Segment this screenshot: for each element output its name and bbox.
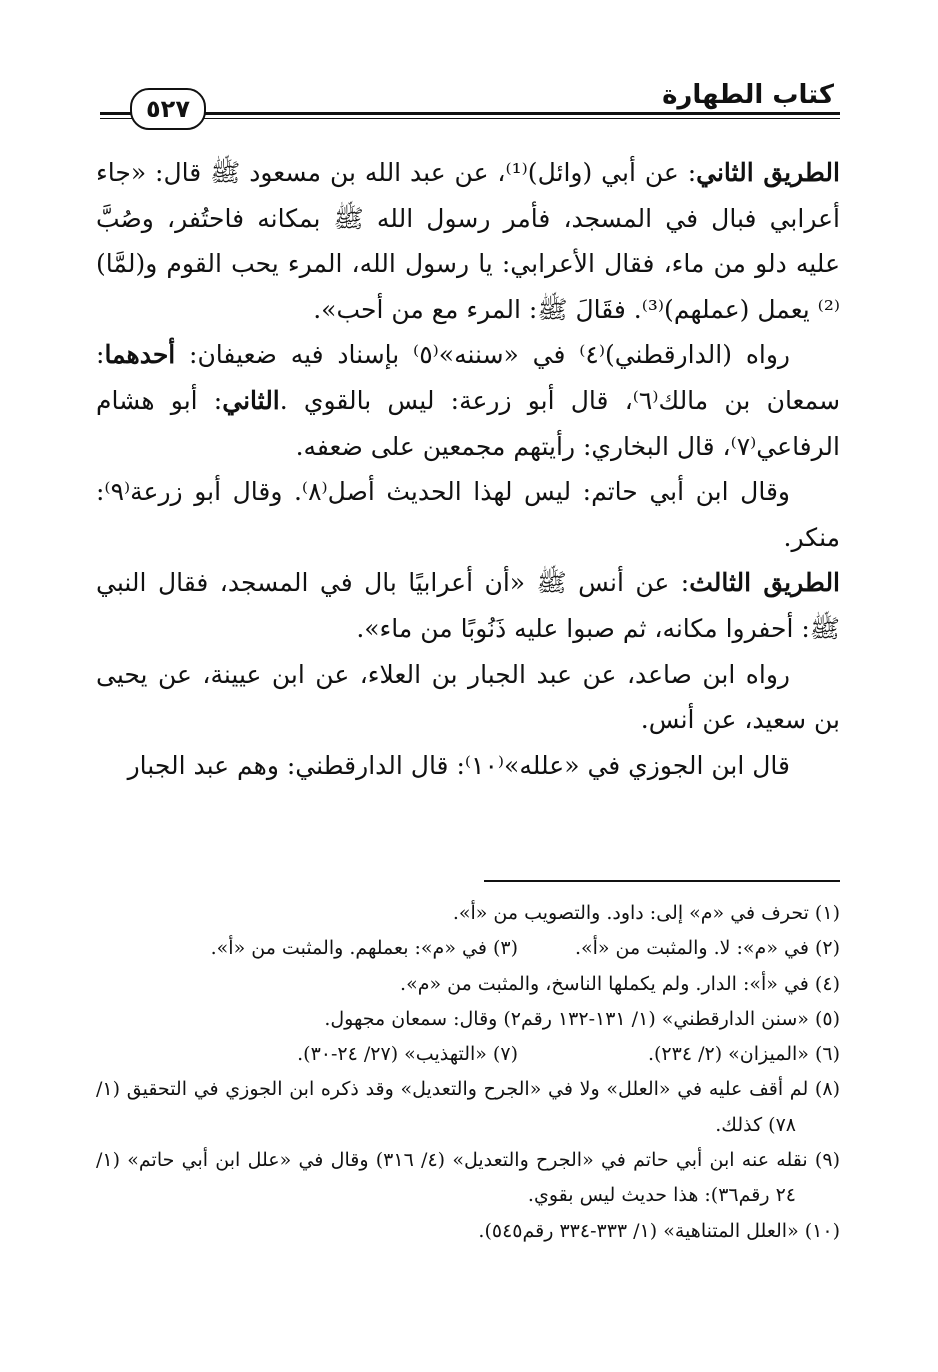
text-run: : عن أبي (وائل)⁽¹⁾، عن عبد الله بن مسعود ﷺ قال: «جاء أعرابي فبال في المسجد، فأمر رسول الله ﷺ بمكانه فاحتُفر، وصُبَّ عليه دلو من ماء، فقال الأعرابي: يا رسول الله، المرء يحب القوم و(لمَّا)⁽²⁾ يعمل (عملهم)⁽³⁾. فقَالَ ﷺ: المرء مع من أحب». — [96, 158, 840, 324]
text-run: رواه ابن صاعد، عن عبد الجبار بن العلاء، عن ابن عيينة، عن يحيى بن سعيد، عن أنس. — [96, 659, 840, 735]
footnote-7: (٧) «التهذيب» (٢٧/ ٢٤-٣٠). — [297, 1043, 518, 1066]
bold-term: الطريق الثاني — [696, 158, 840, 187]
text-run: وقال ابن أبي حاتم: ليس لهذا الحديث أصل⁽٨⁾. وقال أبو زرعة⁽٩⁾: منكر. — [96, 477, 840, 552]
paragraph — [96, 743, 840, 789]
paragraph — [96, 332, 840, 469]
running-header-title: كتاب الطهارة — [662, 80, 834, 110]
page-number: ٥٢٧ — [146, 95, 190, 123]
bold-term: أحدهما — [104, 340, 176, 370]
paragraph — [96, 469, 840, 560]
footnote-2: (٢) في «م»: لا. والمثبت من «أ». — [574, 937, 840, 960]
footnote-6: (٦) «الميزان» (٢/ ٢٣٤). — [647, 1043, 840, 1066]
main-text — [96, 150, 840, 788]
text-run: قال ابن الجوزي في «علله»⁽١٠⁾: قال الدارقطني: وهم عبد الجبار — [127, 750, 790, 780]
header-rule — [100, 112, 840, 115]
page-number-badge — [130, 88, 206, 130]
footnote-9: (٩) نقله عنه ابن أبي حاتم في «الجرح والتعديل» (٤/ ٣١٦) وقال في «علل ابن أبي حاتم» (١/ ٢٤ رقم٣٦): هذا حديث ليس بقوي. — [96, 1149, 840, 1207]
paragraph — [96, 150, 840, 332]
footnote-8: (٨) لم أقف عليه في «العلل» ولا في «الجرح والتعديل» وقد ذكره ابن الجوزي في التحقيق (١/ ٧٨) كذلك. — [96, 1078, 840, 1136]
header-rule-thin — [100, 118, 840, 119]
text-run: : عن أنس ﷺ «أن أعرابيًا بال في المسجد، فقال النبي ﷺ: أحفروا مكانه، ثم صبوا عليه ذَنُوبًا من ماء». — [96, 568, 840, 643]
text-run: : سمعان بن مالك⁽٦⁾، قال أبو زرعة: ليس بالقوي . — [96, 340, 841, 415]
footnote-row-2-3 — [96, 931, 840, 966]
footnote-separator — [484, 880, 840, 882]
footnotes — [96, 896, 840, 1249]
bold-term: الثاني — [222, 385, 280, 415]
footnote-row-6-7 — [96, 1037, 840, 1072]
text-run: رواه (الدارقطني)⁽٤⁾ في «سننه»⁽٥⁾ بإسناد فيه ضعيفان: — [175, 340, 791, 370]
bold-term: الطريق الثالث — [689, 568, 841, 598]
paragraph — [96, 560, 840, 651]
footnote-5: (٥) «سنن الدارقطني» (١/ ١٣١-١٣٢ رقم٢) وقال: سمعان مجهول. — [324, 1007, 840, 1030]
footnote-4: (٤) في «أ»: الدار. ولم يكملها الناسخ، والمثبت من «م». — [400, 972, 840, 995]
footnote-3: (٣) في «م»: بعملهم. والمثبت من «أ». — [210, 937, 518, 960]
text-run: : أبو هشام الرفاعي⁽٧⁾، قال البخاري: رأيتهم مجمعين على ضعفه. — [96, 385, 840, 461]
footnote-10: (١٠) «العلل المتناهية» (١/ ٣٣٣-٣٣٤ رقم٥٤٥). — [478, 1219, 840, 1242]
footnote-1: (١) تحرف في «م» إلى: داود. والتصويب من «أ». — [452, 902, 840, 924]
paragraph — [96, 652, 840, 743]
